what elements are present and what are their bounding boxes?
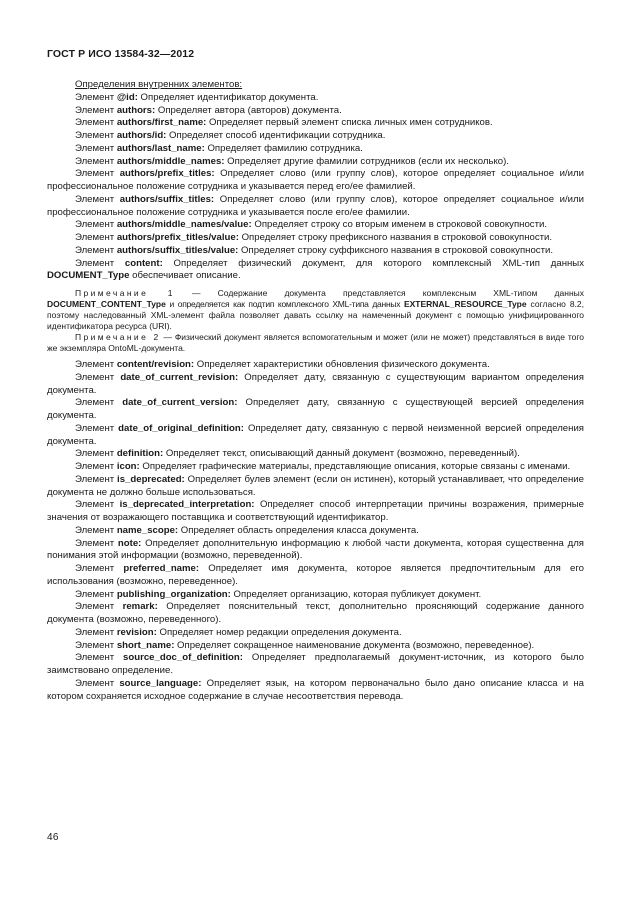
element-name: date_of_current_revision: xyxy=(120,371,239,383)
note-2: Примечание 2 — Физический документ является вспомогательным и может (или не может) представляться в виде того же экземпляра OntoML-документа. xyxy=(47,332,584,353)
element-name: authors/last_name: xyxy=(116,142,205,154)
element-name: authors: xyxy=(116,104,156,116)
definition-list-document-elements xyxy=(47,359,584,703)
element-name: preferred_name: xyxy=(123,563,200,574)
element-name: revision: xyxy=(116,626,157,638)
type-name: DOCUMENT_Type xyxy=(47,270,130,282)
element-name: authors/middle_names/value: xyxy=(116,219,252,231)
definition-item: Элемент publishing_organization: Определяет организацию, которая публикует документ. xyxy=(75,588,482,600)
element-name: @id: xyxy=(116,91,138,103)
element-name: authors/middle_names: xyxy=(116,155,225,167)
element-name: authors/suffix_titles: xyxy=(119,193,215,205)
definition-item: Элемент authors/prefix_titles/value: Определяет строку префиксного названия в строковой совокупности. xyxy=(75,232,553,243)
definition-item: Элемент authors/prefix_titles: Определяет слово (или группу слов), которое определяет социальное и/или профессиональное положение сотрудника и указывается перед его/ее фамилией. xyxy=(47,168,584,192)
element-name: source_language: xyxy=(119,677,202,689)
element-name: authors/prefix_titles: xyxy=(119,168,215,180)
definition-list-internal-elements xyxy=(47,92,584,258)
definition-item: Элемент note: Определяет дополнительную информацию к любой части документа, которая существенна для понимания этой информации (возможно, переведенной). xyxy=(47,537,584,562)
element-name: name_scope: xyxy=(116,524,179,536)
type-name: DOCUMENT_CONTENT_Type xyxy=(47,299,166,309)
page-number: 46 xyxy=(47,832,59,843)
definition-item: Элемент icon: Определяет графические материалы, представляющие описания, которые связаны с именами. xyxy=(75,461,571,472)
definition-item: Элемент name_scope: Определяет область определения класса документа. xyxy=(75,524,419,536)
definition-item: Элемент definition: Определяет текст, описывающий данный документ (возможно, переведенный). xyxy=(75,448,520,460)
definition-item: Элемент revision: Определяет номер редакции определения документа. xyxy=(75,626,402,638)
definition-item: Элемент source_doc_of_definition: Определяет предполагаемый документ-источник, из которого было заимствовано определение. xyxy=(47,652,584,676)
element-name: publishing_organization: xyxy=(116,588,231,600)
note-1: Примечание 1 — Содержание документа представляется комплексным XML-типом данных DOCUMENT_CONTENT_Type и определяется как подтип комплексного XML-типа данных EXTERNAL_RESOURCE_Type согласно 8.2, поэтому наследованный XML-элемент файла позволяет давать ссылку на намеченный документ с помощью унифицированного идентификатора ресурса (URI). xyxy=(47,288,584,331)
definition-item: Элемент authors/first_name: Определяет первый элемент списка личных имен сотрудников. xyxy=(75,117,493,129)
element-name: content: xyxy=(124,257,163,269)
element-name: date_of_current_version: xyxy=(122,397,238,409)
document-body xyxy=(47,79,584,703)
element-name: authors/prefix_titles/value: xyxy=(116,232,239,243)
section-heading: Определения внутренних элементов: xyxy=(75,79,243,90)
definition-item: Элемент date_of_original_definition: Определяет дату, связанную с первой неизменной версией определения документа. xyxy=(47,422,584,447)
definition-item: Элемент authors/id: Определяет способ идентификации сотрудника. xyxy=(75,130,386,141)
note-label: Примечание 1 xyxy=(75,288,175,298)
element-name: is_deprecated: xyxy=(117,473,185,485)
definition-content: Элемент content: Определяет физический документ, для которого комплексный XML-тип данных DOCUMENT_Type обеспечивает описание. xyxy=(47,257,584,282)
definition-item: Элемент authors/last_name: Определяет фамилию сотрудника. xyxy=(75,142,363,154)
element-name: definition: xyxy=(116,448,164,460)
definition-item: Элемент date_of_current_revision: Определяет дату, связанную с существующим вариантом определения документа. xyxy=(47,371,584,396)
definition-item: Элемент remark: Определяет пояснительный текст, дополнительно проясняющий содержание данного документа (возможно, переведенного). xyxy=(47,601,584,625)
type-name: EXTERNAL_RESOURCE_Type xyxy=(403,299,527,309)
definition-item: Элемент source_language: Определяет язык, на котором первоначально было дано описание класса и на котором сохраняется исходное содержание в случае несоответствия перевода. xyxy=(47,677,584,702)
definition-item: Элемент authors/middle_names/value: Определяет строку со вторым именем в строковой совокупности. xyxy=(75,219,548,231)
definition-item: Элемент authors/suffix_titles/value: Определяет строку суффиксного названия в строковой совокупности. xyxy=(75,244,554,256)
element-name: short_name: xyxy=(116,639,175,651)
element-name: content/revision: xyxy=(116,359,195,370)
element-name: authors/first_name: xyxy=(116,117,207,129)
definition-item: Элемент date_of_current_version: Определяет дату, связанную с существующей версией определения документа. xyxy=(47,397,584,421)
element-name: remark: xyxy=(122,601,158,613)
definition-item: Элемент authors/suffix_titles: Определяет слово (или группу слов), которое определяет социальное и/или профессиональное положение сотрудника и указывается после его/ее фамилии. xyxy=(47,193,584,218)
element-name: authors/id: xyxy=(116,130,167,141)
page-header: ГОСТ Р ИСО 13584-32—2012 xyxy=(47,48,195,60)
definition-item: Элемент authors/middle_names: Определяет другие фамилии сотрудников (если их несколько). xyxy=(75,155,509,167)
definition-item: Элемент preferred_name: Определяет имя документа, которое является предпочтительным для его использования (возможно, переведенное). xyxy=(47,563,584,587)
definition-item: Элемент short_name: Определяет сокращенное наименование документа (возможно, переведенное). xyxy=(75,639,535,651)
definition-item: Элемент is_deprecated: Определяет булев элемент (если он истинен), который устанавливает, что определение документа не должно больше использоваться. xyxy=(47,473,584,498)
element-name: is_deprecated_interpretation: xyxy=(119,499,255,511)
definition-item: Элемент is_deprecated_interpretation: Определяет способ интерпретации причины возражения, примерные значения от возражающего поставщика и соответствующий идентификатор. xyxy=(47,499,584,523)
element-name: authors/suffix_titles/value: xyxy=(116,244,239,256)
element-name: note: xyxy=(117,537,142,549)
element-name: source_doc_of_definition: xyxy=(123,652,243,664)
definition-item: Элемент authors: Определяет автора (авторов) документа. xyxy=(75,104,342,116)
definition-item: Элемент @id: Определяет идентификатор документа. xyxy=(75,91,319,103)
element-name: date_of_original_definition: xyxy=(118,422,244,434)
element-name: icon: xyxy=(116,461,140,472)
note-label: Примечание 2 xyxy=(75,332,161,342)
definition-item: Элемент content/revision: Определяет характеристики обновления физического документа. xyxy=(75,359,490,370)
